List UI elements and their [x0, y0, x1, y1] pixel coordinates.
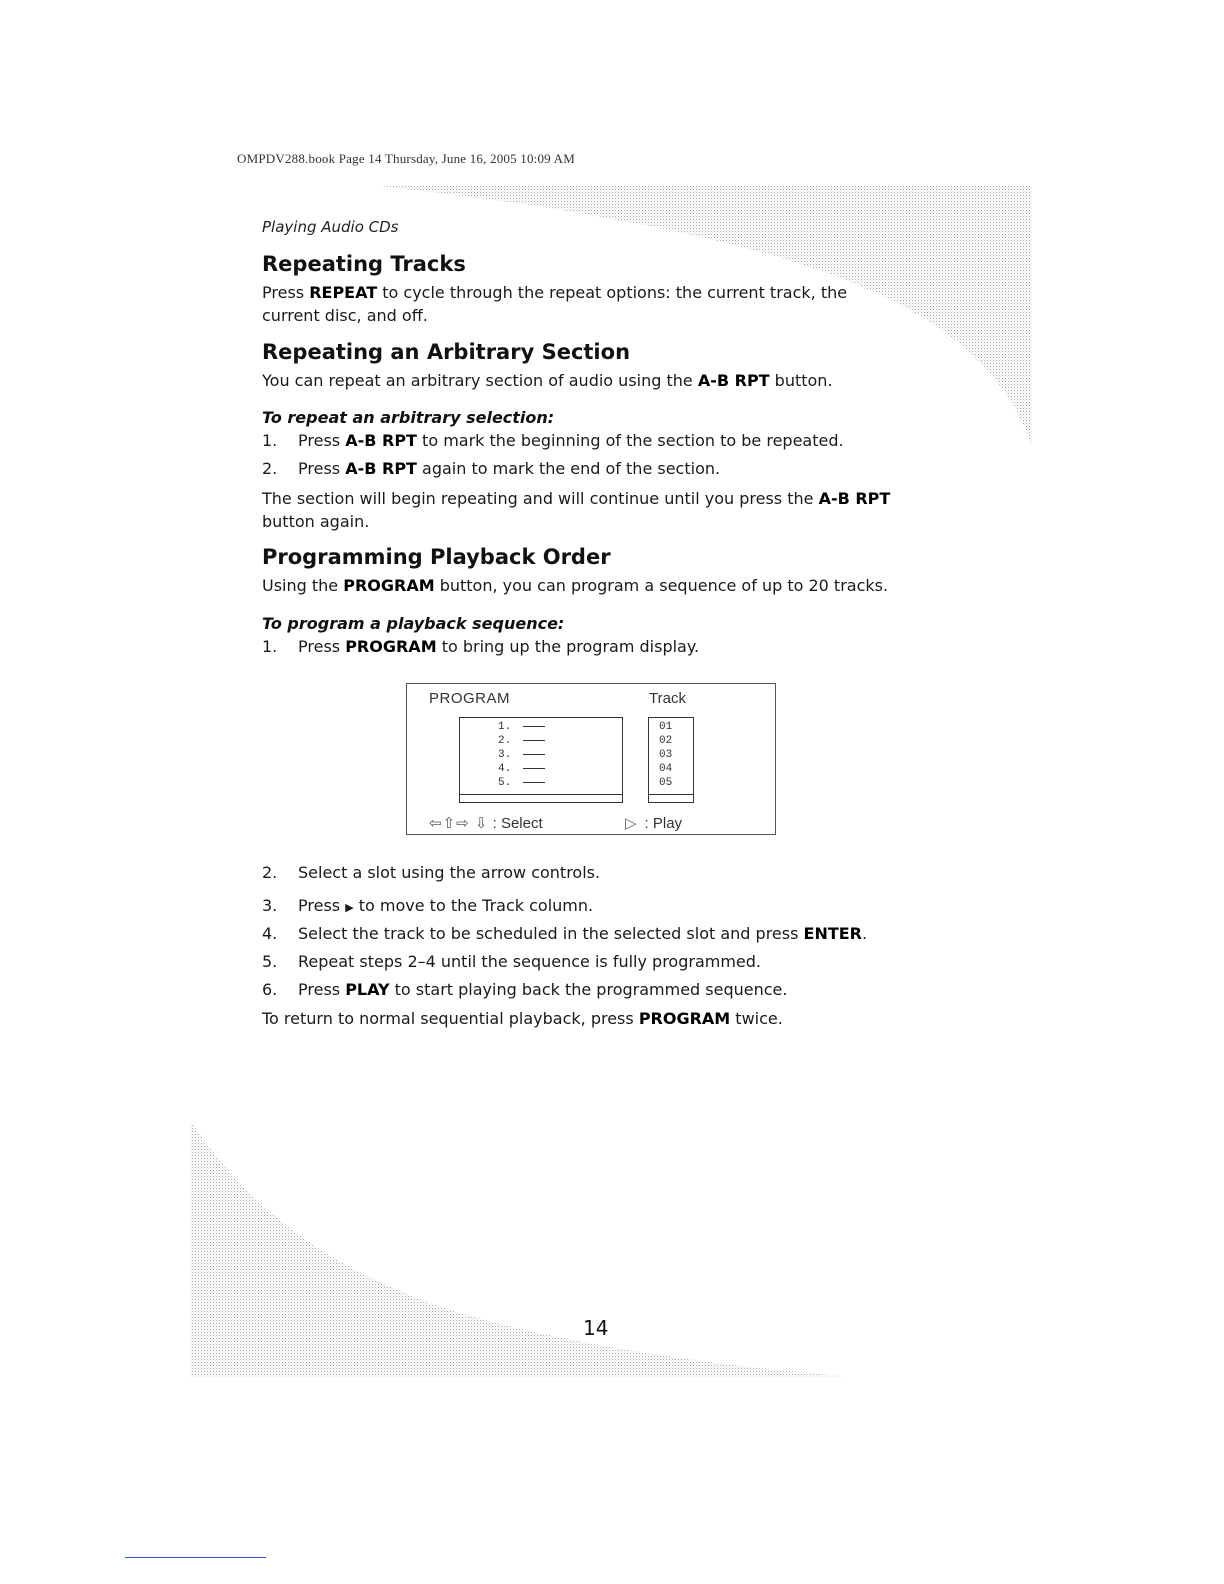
program-track: 01	[659, 721, 673, 733]
repeat-step-1: 1. Press A-B RPT to mark the beginning of the section to be repeated.	[262, 431, 844, 450]
program-nav-legend: ⇦⇧⇨ ⇩ : Select	[429, 815, 543, 832]
play-right-icon: ▶	[345, 901, 354, 914]
program-track: 04	[659, 763, 673, 775]
repeat-section-paragraph: You can repeat an arbitrary section of audio using the A-B RPT button.	[262, 371, 833, 390]
heading-repeating-tracks: Repeating Tracks	[262, 252, 466, 276]
program-display-title: PROGRAM	[429, 690, 511, 707]
footer-rule	[125, 1557, 266, 1558]
program-slot-list	[459, 717, 623, 803]
program-sequence-subheading: To program a playback sequence:	[262, 614, 565, 633]
section-label: Playing Audio CDs	[262, 218, 399, 236]
program-step-2: 2. Select a slot using the arrow controls.	[262, 863, 601, 882]
program-slot: 4.	[498, 763, 545, 775]
program-display-illustration	[406, 683, 776, 835]
program-slot: 5.	[498, 777, 545, 789]
program-play-legend: ▷ : Play	[625, 815, 683, 832]
program-display-track-title: Track	[649, 690, 686, 707]
program-step-6: 6. Press PLAY to start playing back the programmed sequence.	[262, 980, 788, 999]
program-slot: 1.	[498, 721, 545, 733]
program-track-list	[648, 717, 694, 803]
program-step-4: 4. Select the track to be scheduled in the selected slot and press ENTER.	[262, 924, 868, 943]
program-slot: 2.	[498, 735, 545, 747]
program-step-5: 5. Repeat steps 2–4 until the sequence is fully programmed.	[262, 952, 761, 971]
repeat-selection-subheading: To repeat an arbitrary selection:	[262, 408, 555, 427]
page-number: 14	[583, 1316, 609, 1340]
heading-programming-playback: Programming Playback Order	[262, 545, 611, 569]
program-final-paragraph: To return to normal sequential playback, press PROGRAM twice.	[262, 1009, 783, 1028]
heading-repeating-section: Repeating an Arbitrary Section	[262, 340, 631, 364]
program-track: 02	[659, 735, 673, 747]
programming-paragraph: Using the PROGRAM button, you can program a sequence of up to 20 tracks.	[262, 576, 889, 595]
play-icon: ▷	[625, 815, 637, 832]
program-track: 03	[659, 749, 673, 761]
repeat-tracks-paragraph: Press REPEAT to cycle through the repeat options: the current track, the current disc, and off.	[262, 283, 848, 325]
program-step-1: 1. Press PROGRAM to bring up the program display.	[262, 637, 700, 656]
book-header: OMPDV288.book Page 14 Thursday, June 16, 2005 10:09 AM	[237, 151, 575, 166]
arrow-keys-icon: ⇦⇧⇨ ⇩	[429, 815, 489, 832]
repeat-step-2: 2. Press A-B RPT again to mark the end of the section.	[262, 459, 721, 478]
program-step-3: 3. Press ▶ to move to the Track column.	[262, 896, 594, 915]
program-track: 05	[659, 777, 673, 789]
program-slot: 3.	[498, 749, 545, 761]
bottom-left-swoosh	[190, 1120, 850, 1377]
repeat-after-paragraph: The section will begin repeating and will continue until you press the A-B RPT button again.	[262, 489, 891, 531]
